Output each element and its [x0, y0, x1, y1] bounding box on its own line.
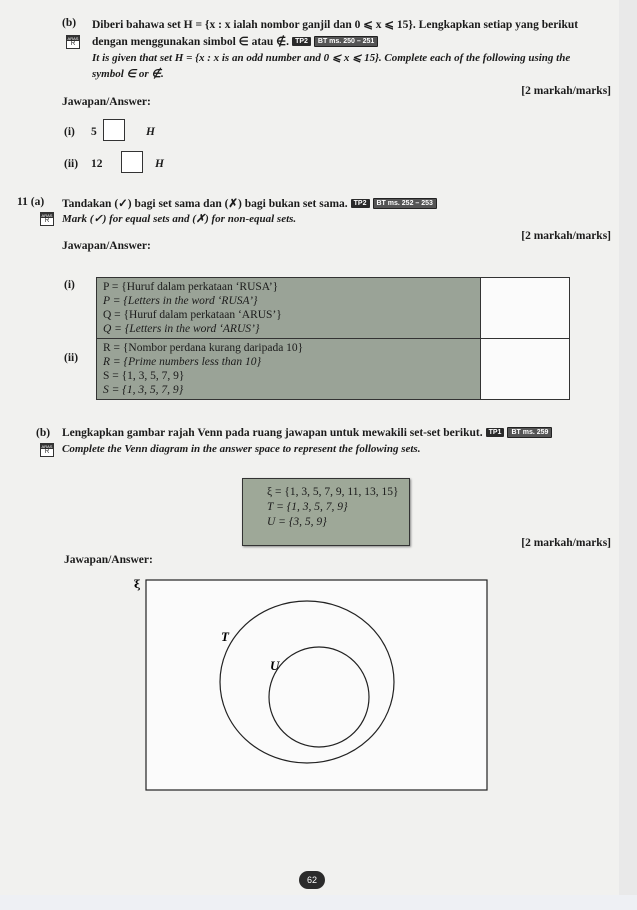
aras-level: R — [44, 449, 50, 455]
q11b-label: (b) — [36, 427, 51, 439]
set-universal: ξ = {1, 3, 5, 7, 9, 11, 13, 15} — [267, 486, 399, 498]
set-u-label: U — [270, 658, 280, 673]
q10b-item-1-value: 5 — [91, 126, 97, 138]
aras-level: R — [44, 218, 50, 224]
q11b-english: Complete the Venn diagram in the answer space to represent the following sets. — [62, 443, 421, 455]
q11b-answer-label: Jawapan/Answer: — [64, 554, 153, 566]
q11a-english: Mark (✓) for equal sets and (✗) for non-equal sets. — [62, 213, 297, 225]
q10b-item-2-value: 12 — [91, 158, 103, 170]
aras-label: ARAS — [67, 36, 79, 41]
set-t-label: T — [221, 629, 229, 644]
bt-badge: BT ms. 250 – 251 — [314, 36, 378, 47]
set-line: R = {Nombor perdana kurang daripada 10} — [103, 342, 304, 354]
set-u: U = {3, 5, 9} — [267, 516, 327, 528]
q10b-label: (b) — [62, 17, 77, 29]
set-line: P = {Letters in the word ‘RUSA’} — [103, 295, 258, 307]
set-line: S = {1, 3, 5, 7, 9} — [103, 370, 185, 382]
q11b-malay-text: Lengkapkan gambar rajah Venn pada ruang jawapan untuk mewakili set-set berikut. — [62, 427, 483, 439]
q11a-answer-label: Jawapan/Answer: — [62, 240, 151, 252]
bt-badge: BT ms. 252 – 253 — [373, 198, 437, 209]
q10b-english-text1: It is given that set H = {x : x is an odd number and 0 ⩽ x ⩽ 15}. Complete each of the following using the — [92, 52, 571, 64]
tp-badge: TP2 — [351, 199, 370, 208]
tp-badge: TP2 — [292, 37, 311, 46]
universal-set-rect — [146, 580, 487, 790]
aras-label: ARAS — [41, 213, 53, 218]
q10b-item-1-set: H — [146, 126, 155, 138]
q10b-marks: [2 markah/marks] — [521, 85, 611, 97]
universal-symbol: ξ — [134, 578, 141, 591]
q10b-malay-text2: dengan menggunakan simbol ∈ atau ∉. — [92, 36, 290, 48]
row-1-num: (i) — [64, 279, 75, 291]
set-line: Q = {Huruf dalam perkataan ‘ARUS’} — [103, 309, 282, 321]
q10b-malay-line1: Diberi bahawa set H = {x : x ialah nombor ganjil dan 0 ⩽ x ⩽ 15}. Lengkapkan setiap yang berikut — [92, 19, 579, 31]
aras-label: ARAS — [41, 444, 53, 449]
q10b-item-2-set: H — [155, 158, 164, 170]
set-line: R = {Prime numbers less than 10} — [103, 356, 262, 368]
set-t: T = {1, 3, 5, 7, 9} — [267, 501, 348, 513]
set-line: Q = {Letters in the word ‘ARUS’} — [103, 323, 260, 335]
q10b-item-1-num: (i) — [64, 126, 75, 138]
set-line: S = {1, 3, 5, 7, 9} — [103, 384, 184, 396]
q11b-marks: [2 markah/marks] — [521, 537, 611, 549]
q10b-answer-label: Jawapan/Answer: — [62, 96, 151, 108]
q10b-item-2-num: (ii) — [64, 158, 79, 170]
row-2-num: (ii) — [64, 352, 79, 364]
q10b-english-line2: symbol ∈ or ∉. — [92, 68, 164, 80]
bt-badge: BT ms. 259 — [507, 427, 552, 438]
aras-level: R — [70, 41, 76, 47]
set-line: P = {Huruf dalam perkataan ‘RUSA’} — [103, 281, 279, 293]
q11a-label: 11 (a) — [17, 196, 45, 208]
page-number: 62 — [299, 871, 325, 889]
tp-badge: TP1 — [486, 428, 505, 437]
q11a-marks: [2 markah/marks] — [521, 230, 611, 242]
q11a-malay-text: Tandakan (✓) bagi set sama dan (✗) bagi bukan set sama. — [62, 198, 348, 210]
